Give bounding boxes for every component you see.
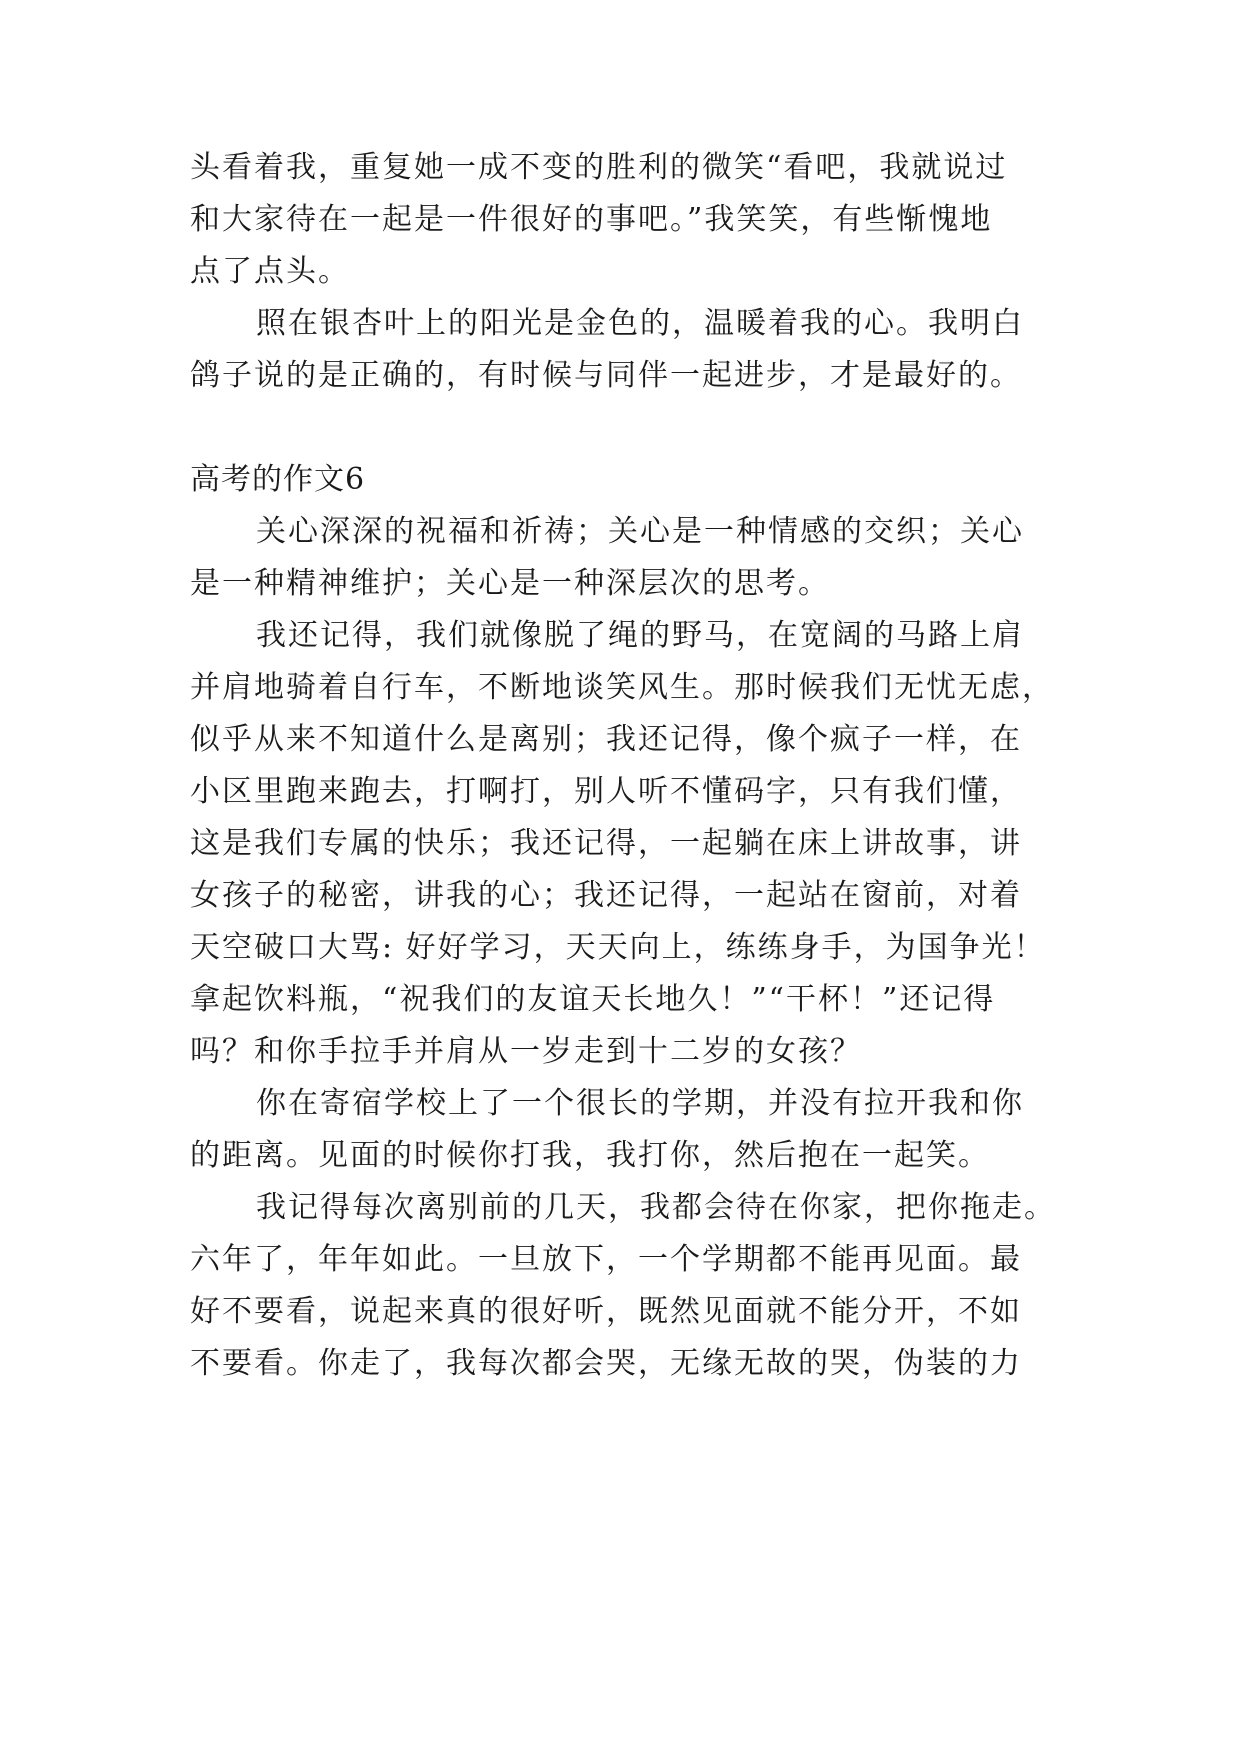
text-line: 女孩子的秘密，讲我的心；我还记得，一起站在窗前，对着	[190, 878, 1022, 913]
text-line: 和大家待在一起是一件很好的事吧。”我笑笑，有些惭愧地	[190, 202, 993, 237]
text-line: 吗？和你手拉手并肩从一岁走到十二岁的女孩？	[190, 1034, 862, 1069]
text-line: 头看着我，重复她一成不变的胜利的微笑“看吧，我就说过	[190, 150, 1008, 185]
essay-title: 高考的作文6	[190, 462, 366, 497]
text-line: 小区里跑来跑去，打啊打，别人听不懂码字，只有我们懂，	[190, 774, 1022, 809]
text-line: 六年了，年年如此。一旦放下，一个学期都不能再见面。最	[190, 1242, 1022, 1277]
text-line: 我还记得，我们就像脱了绳的野马，在宽阔的马路上肩	[256, 618, 1024, 653]
text-line: 天空破口大骂: 好好学习，天天向上，练练身手，为国争光！	[190, 930, 1046, 965]
text-line: 好不要看，说起来真的很好听，既然见面就不能分开，不如	[190, 1294, 1022, 1329]
text-line: 这是我们专属的快乐；我还记得，一起躺在床上讲故事，讲	[190, 826, 1022, 861]
text-line: 你在寄宿学校上了一个很长的学期，并没有拉开我和你	[256, 1086, 1024, 1121]
text-line: 的距离。见面的时候你打我，我打你，然后抱在一起笑。	[190, 1138, 990, 1173]
text-line: 并肩地骑着自行车，不断地谈笑风生。那时候我们无忧无虑，	[190, 670, 1054, 705]
text-line: 拿起饮料瓶，“祝我们的友谊天长地久！”“干杯！”还记得	[190, 982, 996, 1017]
text-line: 似乎从来不知道什么是离别；我还记得，像个疯子一样，在	[190, 722, 1022, 757]
text-line: 鸽子说的是正确的，有时候与同伴一起进步，才是最好的。	[190, 358, 1022, 393]
text-line: 是一种精神维护；关心是一种深层次的思考。	[190, 566, 830, 601]
text-line: 照在银杏叶上的阳光是金色的，温暖着我的心。我明白	[256, 306, 1024, 341]
text-line: 我记得每次离别前的几天，我都会待在你家，把你拖走。	[256, 1190, 1056, 1225]
text-line: 点了点头。	[190, 254, 350, 289]
text-line: 不要看。你走了，我每次都会哭，无缘无故的哭，伪装的力	[190, 1346, 1022, 1381]
text-line: 关心深深的祝福和祈祷；关心是一种情感的交织；关心	[256, 514, 1024, 549]
